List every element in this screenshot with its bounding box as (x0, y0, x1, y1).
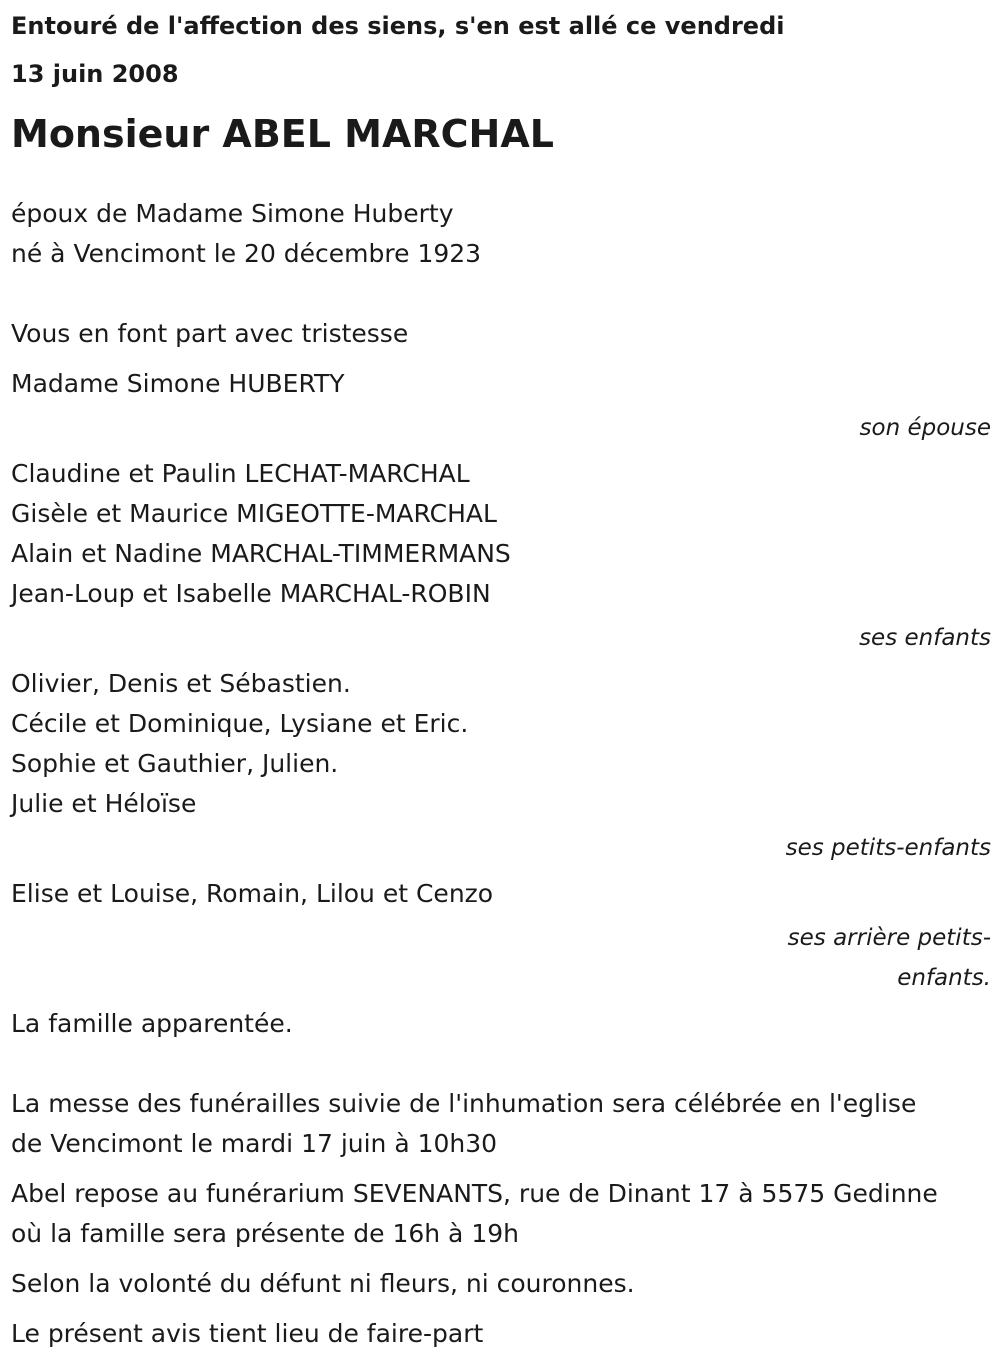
child-entry: Jean-Loup et Isabelle MARCHAL-ROBIN (11, 579, 491, 608)
family-children-role: ses enfants (859, 625, 991, 651)
family-spouse-role: son épouse (859, 415, 991, 441)
intro-line-1: Entouré de l'affection des siens, s'en est allé ce vendredi (11, 12, 785, 40)
child-entry: Alain et Nadine MARCHAL-TIMMERMANS (11, 539, 511, 568)
faire-part-notice: Le présent avis tient lieu de faire-part (11, 1319, 484, 1348)
birth-detail: né à Vencimont le 20 décembre 1923 (11, 239, 482, 268)
intro-line-2: 13 juin 2008 (11, 60, 179, 88)
family-grandchildren-group (11, 664, 991, 868)
grandchild-entry: Cécile et Dominique, Lysiane et Eric. (11, 709, 469, 738)
intro-text (11, 2, 991, 98)
family-great-grandchildren-group (11, 874, 991, 998)
family-great-grandchildren-role-line-1: ses arrière petits- (787, 925, 991, 951)
repose-line-2: où la famille sera présente de 16h à 19h (11, 1219, 519, 1248)
mass-line-1: La messe des funérailles suivie de l'inhumation sera célébrée en l'eglise (11, 1089, 917, 1118)
flowers-notice: Selon la volonté du défunt ni fleurs, ni couronnes. (11, 1269, 635, 1298)
child-entry: Claudine et Paulin LECHAT-MARCHAL (11, 459, 470, 488)
obituary-notice (11, 0, 991, 1354)
family-children-group (11, 454, 991, 658)
great-grandchild-entry: Elise et Louise, Romain, Lilou et Cenzo (11, 879, 494, 908)
family-great-grandchildren-role-line-2: enfants. (897, 965, 991, 991)
extended-family: La famille apparentée. (11, 1009, 293, 1038)
child-entry: Gisèle et Maurice MIGEOTTE-MARCHAL (11, 499, 497, 528)
grandchild-entry: Olivier, Denis et Sébastien. (11, 669, 351, 698)
grandchild-entry: Julie et Héloïse (11, 789, 197, 818)
service-info (11, 1084, 991, 1354)
repose-line-1: Abel repose au funérarium SEVENANTS, rue de Dinant 17 à 5575 Gedinne (11, 1179, 938, 1208)
announcement-text: Vous en font part avec tristesse (11, 319, 409, 348)
grandchild-entry: Sophie et Gauthier, Julien. (11, 749, 339, 778)
deceased-name: Monsieur ABEL MARCHAL (11, 112, 554, 156)
family-grandchildren-role: ses petits-enfants (785, 835, 991, 861)
family-spouse-group (11, 364, 991, 448)
mass-line-2: de Vencimont le mardi 17 juin à 10h30 (11, 1129, 498, 1158)
family-spouse-name: Madame Simone HUBERTY (11, 369, 345, 398)
spouse-detail: époux de Madame Simone Huberty (11, 199, 454, 228)
